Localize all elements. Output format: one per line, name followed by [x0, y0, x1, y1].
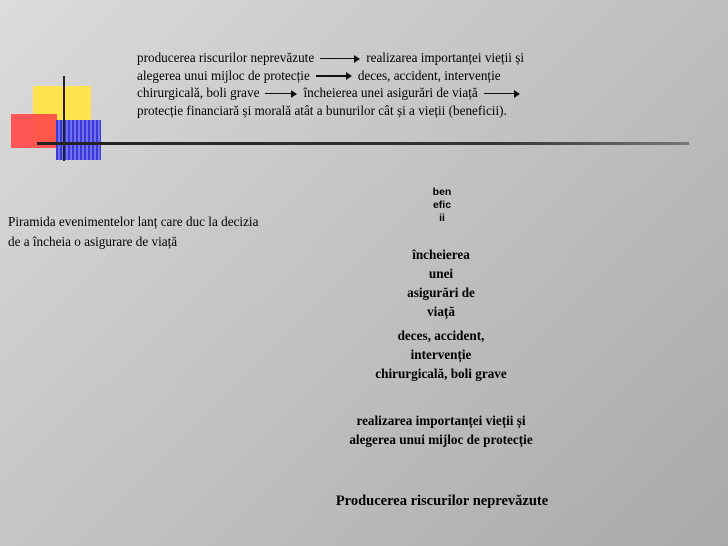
pyramid-benefits-line: ben: [432, 186, 452, 198]
pyramid-level-risk: [292, 491, 592, 511]
pyramid-awareness-line: realizarea importanței vieții și: [356, 413, 526, 428]
summary-line-4: protecție financiară și morală atât a bunurilor cât și a vieții (beneficii).: [137, 102, 507, 118]
arrow-right-icon: [316, 72, 352, 80]
caption-line-2: de a încheia o asigurare de viață: [8, 234, 178, 249]
pyramid-insurance-line: încheierea: [412, 247, 470, 262]
pyramid-events-line: intervenție: [410, 347, 472, 362]
logo-vertical-line: [63, 76, 65, 161]
pyramid-caption: [8, 212, 328, 252]
summary-text-value: realizarea importanței vieții și: [366, 50, 525, 65]
pyramid-level-awareness: [318, 411, 564, 449]
pyramid-risk-line: Producerea riscurilor neprevăzute: [335, 493, 549, 509]
arrow-right-icon: [484, 90, 520, 98]
chain-summary-text: [137, 49, 617, 119]
pyramid-events-line: deces, accident,: [397, 328, 485, 343]
pyramid-insurance-line: unei: [428, 266, 454, 281]
arrow-right-icon: [265, 90, 297, 98]
pyramid-level-insurance: [381, 245, 501, 321]
title-divider-line: [37, 142, 689, 145]
summary-text-death: deces, accident, intervenție: [357, 67, 501, 83]
summary-text-illness: chirurgicală, boli grave: [137, 85, 260, 100]
pyramid-awareness-line: alegerea unui mijloc de protecție: [349, 432, 533, 447]
summary-text-protection: alegerea unui mijloc de protecție: [137, 67, 310, 83]
caption-line-1: Piramida evenimentelor lanț care duc la decizia: [8, 214, 259, 229]
pyramid-insurance-line: asigurări de: [407, 285, 475, 300]
pyramid-level-events: [348, 326, 534, 383]
summary-text-risk: producerea riscurilor neprevăzute: [137, 50, 315, 65]
pyramid-benefits-line: efic: [432, 199, 452, 211]
summary-line-1: [137, 49, 617, 67]
pyramid-level-benefits: [410, 186, 474, 225]
summary-line-2: [137, 67, 617, 85]
arrow-right-icon: [320, 55, 360, 63]
pyramid-benefits-line: ii: [439, 212, 445, 224]
pyramid-events-line: chirurgicală, boli grave: [375, 366, 507, 381]
summary-line-3: [137, 84, 617, 102]
pyramid-insurance-line: viață: [427, 304, 455, 319]
summary-text-insurance: încheierea unei asigurări de viață: [303, 85, 478, 100]
